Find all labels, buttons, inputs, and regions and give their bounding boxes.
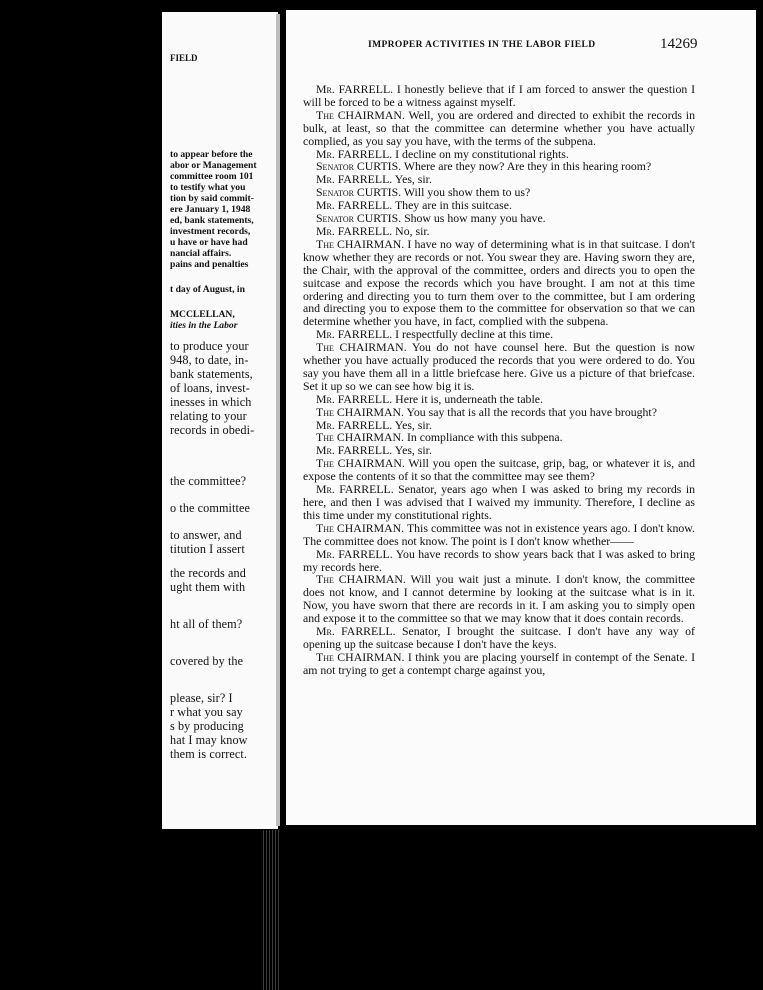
speaker-name: Mr. FARRELL. bbox=[316, 546, 393, 561]
speaker-name: Mr. FARRELL. bbox=[316, 443, 393, 458]
speech-text: I have no way of determining what is in that suitcase. I don't know whether they are records or not. You swear they are. Having sworn they are, the Chair, with the approval of the committee, orders and directs you to open the suitcase and expose the records which you have brought. I am not at this time ordering and directing you to turn them over to the committee, but I am ordering and directing you to expose them to the committee for observation so that we can determine whether you have, in fact, complied with the subpena. bbox=[303, 236, 695, 329]
page-number: 14269 bbox=[660, 36, 698, 52]
transcript-paragraph bbox=[303, 83, 695, 109]
right-main-page bbox=[286, 10, 756, 825]
speaker-name: Mr. FARRELL. bbox=[316, 198, 393, 213]
speaker-name: The CHAIRMAN. bbox=[316, 340, 407, 355]
speech-text: You have records to show years back that I was asked to bring my records here. bbox=[303, 546, 696, 574]
speech-text: Where are they now? Are they in this hearing room? bbox=[401, 159, 652, 174]
transcript-paragraph bbox=[303, 341, 695, 393]
speaker-name: The CHAIRMAN. bbox=[316, 430, 405, 445]
speaker-name: Mr. FARRELL. bbox=[316, 417, 393, 432]
speech-text: No, sir. bbox=[392, 223, 430, 238]
left-fragment: ere January 1, 1948 bbox=[170, 204, 251, 215]
left-fragment: committee room 101 bbox=[170, 171, 254, 182]
speech-text: Senator, years ago when I was asked to bring my records in here, and then I was advised that I waived my immunity. Therefore, I decline as this time under my constitutional rights. bbox=[303, 482, 696, 522]
speech-text: I respectfully decline at this time. bbox=[392, 327, 554, 342]
speaker-name: Mr. FARRELL. bbox=[316, 223, 393, 238]
speaker-name: Mr. FARRELL. bbox=[316, 391, 393, 406]
left-fragment: ht all of them? bbox=[170, 617, 243, 631]
left-fragment: to appear before the bbox=[170, 149, 253, 160]
transcript-paragraph bbox=[303, 109, 695, 148]
left-facing-page bbox=[162, 12, 278, 829]
left-fragment: relating to your bbox=[170, 409, 247, 423]
left-fragment: ught them with bbox=[170, 580, 246, 594]
left-fragment: r what you say bbox=[170, 705, 243, 719]
left-fragment: to testify what you bbox=[170, 182, 246, 193]
transcript-paragraph bbox=[303, 548, 695, 574]
speech-text: Will you open the suitcase, grip, bag, or whatever it is, and expose the contents of it so that the committee may see them? bbox=[303, 456, 695, 484]
speaker-name: Senator CURTIS. bbox=[316, 159, 402, 174]
speech-text: Show us how many you have. bbox=[401, 211, 546, 226]
left-fragment: MCCLELLAN, bbox=[170, 309, 235, 320]
left-fragment: pains and penalties bbox=[170, 259, 249, 270]
speech-text: Yes, sir. bbox=[392, 172, 432, 187]
running-head: IMPROPER ACTIVITIES IN THE LABOR FIELD bbox=[368, 40, 596, 50]
speaker-name: The CHAIRMAN. bbox=[316, 107, 405, 122]
speech-text: You say that is all the records that you have brought? bbox=[404, 404, 657, 419]
book-gutter bbox=[263, 830, 281, 990]
transcript-paragraph bbox=[303, 625, 695, 651]
left-fragment: the committee? bbox=[170, 474, 247, 488]
left-fragment: s by producing bbox=[170, 719, 244, 733]
transcript-body bbox=[303, 83, 695, 677]
left-fragment: records in obedi- bbox=[170, 423, 255, 437]
speech-text: Will you show them to us? bbox=[401, 185, 531, 200]
speech-text: I honestly believe that if I am forced to answer the question I will be forced to be a witness against myself. bbox=[303, 82, 695, 109]
transcript-paragraph bbox=[303, 238, 695, 328]
speaker-name: Mr. FARRELL. bbox=[316, 327, 393, 342]
page-edge-divider bbox=[276, 14, 280, 826]
speech-text: Well, you are ordered and directed to exhibit the records in bulk, at least, so that the committee can determine whether you have actually complied, as you say you have, with the terms of the subpena. bbox=[303, 107, 695, 148]
left-fragment: u have or have had bbox=[170, 237, 248, 248]
speaker-name: The CHAIRMAN. bbox=[316, 572, 406, 587]
left-fragment: investment records, bbox=[170, 226, 251, 237]
speaker-name: Mr. FARRELL. bbox=[316, 624, 396, 639]
left-fragment: titution I assert bbox=[170, 542, 245, 556]
speaker-name: Mr. FARRELL. bbox=[316, 172, 393, 187]
speaker-name: The CHAIRMAN. bbox=[316, 236, 405, 251]
left-fragment: 948, to date, in- bbox=[170, 353, 249, 367]
speaker-name: Senator CURTIS. bbox=[316, 185, 402, 200]
speaker-name: Mr. FARRELL. bbox=[316, 482, 394, 497]
speaker-name: The CHAIRMAN. bbox=[316, 456, 405, 471]
left-fragment: to produce your bbox=[170, 339, 249, 353]
speech-text: Yes, sir. bbox=[392, 417, 432, 432]
left-fragment: covered by the bbox=[170, 654, 244, 668]
speaker-name: The CHAIRMAN. bbox=[316, 649, 405, 664]
speech-text: Senator, I brought the suitcase. I don't have any way of opening up the suitcase because I don't have the keys. bbox=[303, 624, 695, 651]
transcript-paragraph bbox=[303, 573, 695, 625]
left-fragment: abor or Management bbox=[170, 160, 257, 171]
left-fragment: tion by said commit- bbox=[170, 193, 254, 204]
speech-text: Here it is, underneath the table. bbox=[392, 391, 543, 406]
transcript-paragraph bbox=[303, 457, 695, 483]
left-fragment: to answer, and bbox=[170, 528, 242, 542]
transcript-paragraph bbox=[303, 651, 695, 677]
left-fragment: hat I may know bbox=[170, 733, 248, 747]
speech-text: You do not have counsel here. But the question is now whether you have actually produced the records that you were ordered to do. You say you have them all in a little briefcase here. Give us a picture of that briefcase. Set it up so we can see how big it is. bbox=[303, 340, 695, 393]
speaker-name: The CHAIRMAN. bbox=[316, 404, 405, 419]
left-fragment: t day of August, in bbox=[170, 284, 245, 295]
speech-text: This committee was not in existence years ago. I don't know. The committee does not know. The point is I don't know whether—— bbox=[303, 520, 695, 548]
speech-text: In compliance with this subpena. bbox=[404, 430, 563, 445]
left-fragment: ed, bank statements, bbox=[170, 215, 254, 226]
left-fragment: o the committee bbox=[170, 501, 251, 515]
speech-text: They are in this suitcase. bbox=[392, 198, 512, 213]
left-fragment: inesses in which bbox=[170, 395, 252, 409]
left-running-head: FIELD bbox=[170, 53, 198, 63]
transcript-paragraph bbox=[303, 483, 695, 522]
left-fragment: please, sir? I bbox=[170, 691, 233, 705]
left-fragment: ities in the Labor bbox=[170, 320, 238, 331]
speech-text: I think you are placing yourself in contempt of the Senate. I am not trying to get a contempt charge against you, bbox=[303, 649, 695, 677]
speech-text: I decline on my constitutional rights. bbox=[392, 146, 569, 161]
left-fragment: bank statements, bbox=[170, 367, 253, 381]
left-fragment: them is correct. bbox=[170, 747, 248, 761]
transcript-paragraph bbox=[303, 522, 695, 548]
speaker-name: Mr. FARRELL. bbox=[316, 82, 394, 96]
speech-text: Will you wait just a minute. I don't know, the committee does not know, and I cannot determine by looking at the suitcase what is in it. Now, you have sworn that there are records in it. I am asking you to simply open and expose it to the committee so that we may know that it does contain records. bbox=[303, 572, 695, 626]
speaker-name: Senator CURTIS. bbox=[316, 211, 402, 226]
speaker-name: Mr. FARRELL. bbox=[316, 146, 393, 161]
left-fragment: the records and bbox=[170, 566, 246, 580]
speech-text: Yes, sir. bbox=[392, 443, 432, 458]
left-fragment: of loans, invest- bbox=[170, 381, 250, 395]
left-fragment: nancial affairs. bbox=[170, 248, 232, 259]
speaker-name: The CHAIRMAN. bbox=[316, 520, 405, 535]
